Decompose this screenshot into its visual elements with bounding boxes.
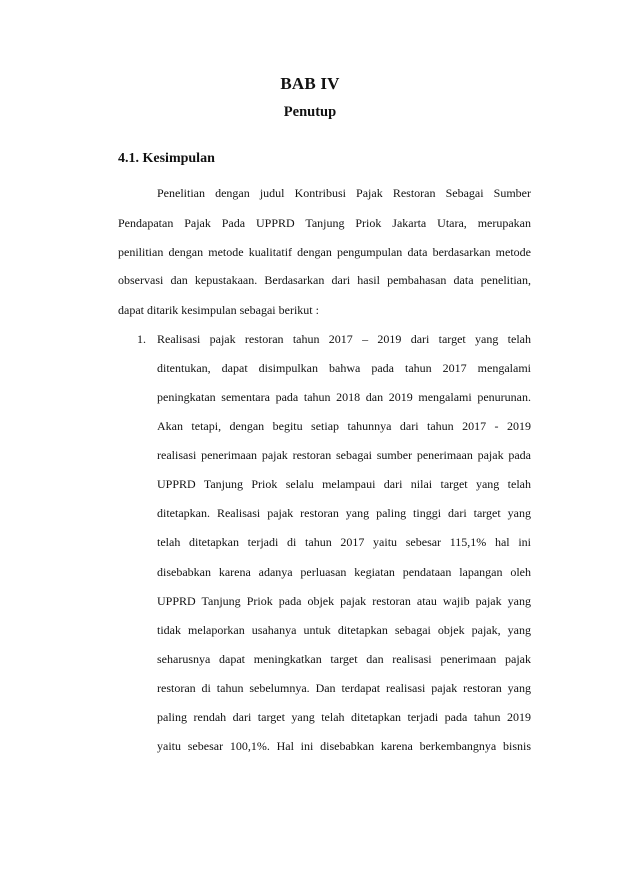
list-item-line: telah ditetapkan terjadi di tahun 2017 yaitu sebesar 115,1% hal ini — [157, 535, 531, 549]
list-item-line: Realisasi pajak restoran tahun 2017 – 2019 dari target yang telah — [157, 332, 531, 346]
list-item-line: Akan tetapi, dengan begitu setiap tahunnya dari tahun 2017 - 2019 — [157, 419, 531, 433]
chapter-title: Penutup — [283, 104, 337, 120]
section-heading: 4.1. Kesimpulan — [118, 151, 215, 166]
paragraph-line: penilitian dengan metode kualitatif dengan pengumpulan data berdasarkan metode — [118, 245, 531, 259]
list-item-line: seharusnya dapat meningkatkan target dan realisasi penerimaan pajak — [157, 652, 531, 666]
list-number: 1. — [137, 332, 146, 346]
list-item-line: yaitu sebesar 100,1%. Hal ini disebabkan karena berkembangnya bisnis — [157, 739, 531, 753]
list-item-line: tidak melaporkan usahanya untuk ditetapkan sebagai objek pajak, yang — [157, 623, 531, 637]
chapter-number: BAB IV — [280, 74, 340, 93]
list-item-line: ditetapkan. Realisasi pajak restoran yang paling tinggi dari target yang — [157, 506, 531, 520]
list-item-line: UPPRD Tanjung Priok pada objek pajak restoran atau wajib pajak yang — [157, 594, 531, 608]
paragraph-line: Penelitian dengan judul Kontribusi Pajak Restoran Sebagai Sumber — [157, 186, 531, 200]
list-item-line: paling rendah dari target yang telah ditetapkan terjadi pada tahun 2019 — [157, 710, 531, 724]
list-item-line: restoran di tahun sebelumnya. Dan terdapat realisasi pajak restoran yang — [157, 681, 531, 695]
list-item-line: ditentukan, dapat disimpulkan bahwa pada tahun 2017 mengalami — [157, 361, 531, 375]
list-item-line: UPPRD Tanjung Priok selalu melampaui dari nilai target yang telah — [157, 477, 531, 491]
list-item-line: peningkatan sementara pada tahun 2018 dan 2019 mengalami penurunan. — [157, 390, 531, 404]
paragraph-line: Pendapatan Pajak Pada UPPRD Tanjung Priok Jakarta Utara, merupakan — [118, 216, 531, 230]
list-item-line: disebabkan karena adanya perluasan kegiatan pendataan lapangan oleh — [157, 565, 531, 579]
paragraph-line: observasi dan kepustakaan. Berdasarkan dari hasil pembahasan data penelitian, — [118, 273, 531, 287]
list-item-line: realisasi penerimaan pajak restoran sebagai sumber penerimaan pajak pada — [157, 448, 531, 462]
paragraph-line: dapat ditarik kesimpulan sebagai berikut : — [118, 303, 319, 317]
